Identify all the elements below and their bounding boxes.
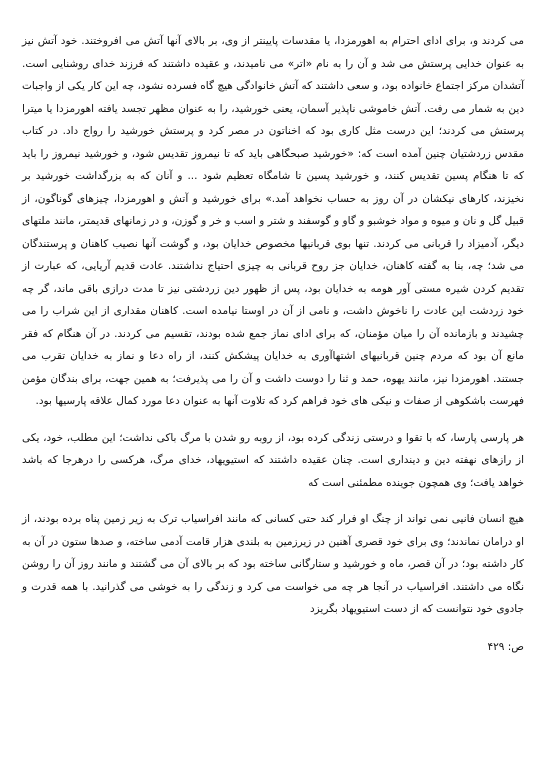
paragraph-3: هیچ انسان فانیی نمی تواند از چنگ او فرار کند حتی کسانی که مانند افراسیاب ترک به زیر زمین پناه برده بودند، از او درامان نماندند؛ وی برای خود قصری آهنین در زیرزمین به بلندی هزار قامت آدمی ساخته، و صدها ستون در آن به کار داشته بود؛ در آن قصر، ماه و خورشید و ستارگانی ساخته بود که بر بالای آن می گشتند و مانند روز آن را روشن نگاه می داشتند. افراسیاب در آنجا هر چه می خواست می کرد و زندگی را به خوشی می گذرانید. با همه قدرت و جادوی خود نتوانست که از دست استیویهاد بگریزد bbox=[22, 513, 524, 615]
paragraph-1: می کردند و، برای ادای احترام به اهورمزدا، یا مقدسات پایینتر از وی، بر بالای آنها آتش می افروختند. خود آتش نیز به عنوان خدایی پرستش می شد و آن را به نام «اتر» می نامیدند، و عقیده داشتند که فرزند خدای روشنایی است. آتشدان مرکز اجتماع خانواده بود، و سعی داشتند که آتش خانوادگی هیچ گاه فسرده نشود، چه این کار یکی از واجبات دین به شمار می رفت. آتش خاموشی ناپذیر آسمان، یعنی خورشید، را به عنوان مظهر تجسد یافته اهورمزدا یا میترا پرستش می کردند؛ این درست مثل کاری بود که اخناتون در مصر کرد و پرستش خورشید را رواج داد. در کتاب مقدس زردشتیان چنین آمده است که: «خورشید صبحگاهی باید که تا نیمروز تقدیس شود، و خورشید نیمروز را باید که تا هنگام پسین تقدیس کنند، و خورشید پسین تا شامگاه تعظیم شود ... و آنان که به بزرگداشت خورشید بر نخیزند، کارهای نیکشان در آن روز به حساب نخواهد آمد.» برای خورشید و آتش و اهورمزدا، چیزهای گوناگون، از قبیل گل و نان و میوه و مواد خوشبو و گاو و گوسفند و شتر و اسب و خر و گوزن، و در زمانهای قدیمتر، مانند ملتهای دیگر، آدمیزاد را قربانی می کردند. تنها بوی قربانیها مخصوص خدایان بود، و گوشت آنها نصیب کاهنان و پرستندگان می شد؛ چه، بنا به گفته کاهنان، خدایان جز روح قربانی به چیزی احتیاج نداشتند. عادت قدیم آریایی، که عبارت از تقدیم کردن شیره مستی آور هومه به خدایان بود، پس از ظهور دین زردشتی نیز تا مدت درازی باقی ماند، گر چه خود زردشت این عادت را ناخوش داشت، و نامی از آن در اوستا نیامده است. کاهنان مقداری از این شراب را می چشیدند و بازمانده آن را میان مؤمنان، که برای ادای نماز جمع شده بودند، تقسیم می کردند. در آن هنگام که فقر مانع آن بود که مردم چنین قربانیهای اشتهاآوری به خدایان پیشکش کنند، از راه دعا و نماز به خدایان تقرب می جستند. اهورمزدا نیز، مانند یهوه، حمد و ثنا را دوست داشت و آن را می پذیرفت؛ به همین جهت، برای بندگان مؤمن فهرست باشکوهی از صفات و نیکی های خود فراهم کرد که تلاوت آنها به عنوان دعا مورد کمال علاقه پارسیها بود. bbox=[22, 35, 524, 407]
paragraph-2: هر پارسی پارسا، که با تقوا و درستی زندگی کرده بود، از روبه رو شدن با مرگ باکی نداشت؛ این مطلب، خود، یکی از رازهای نهفته دین و دینداری است. چنان عقیده داشتند که استیویهاد، خدای مرگ، هرکسی را درهرجا که باشد خواهد یافت؛ وی همچون جوینده مطمئنی است که bbox=[22, 431, 524, 489]
document-page bbox=[22, 30, 524, 657]
page-number: ص: ۴۲۹ bbox=[487, 640, 524, 653]
